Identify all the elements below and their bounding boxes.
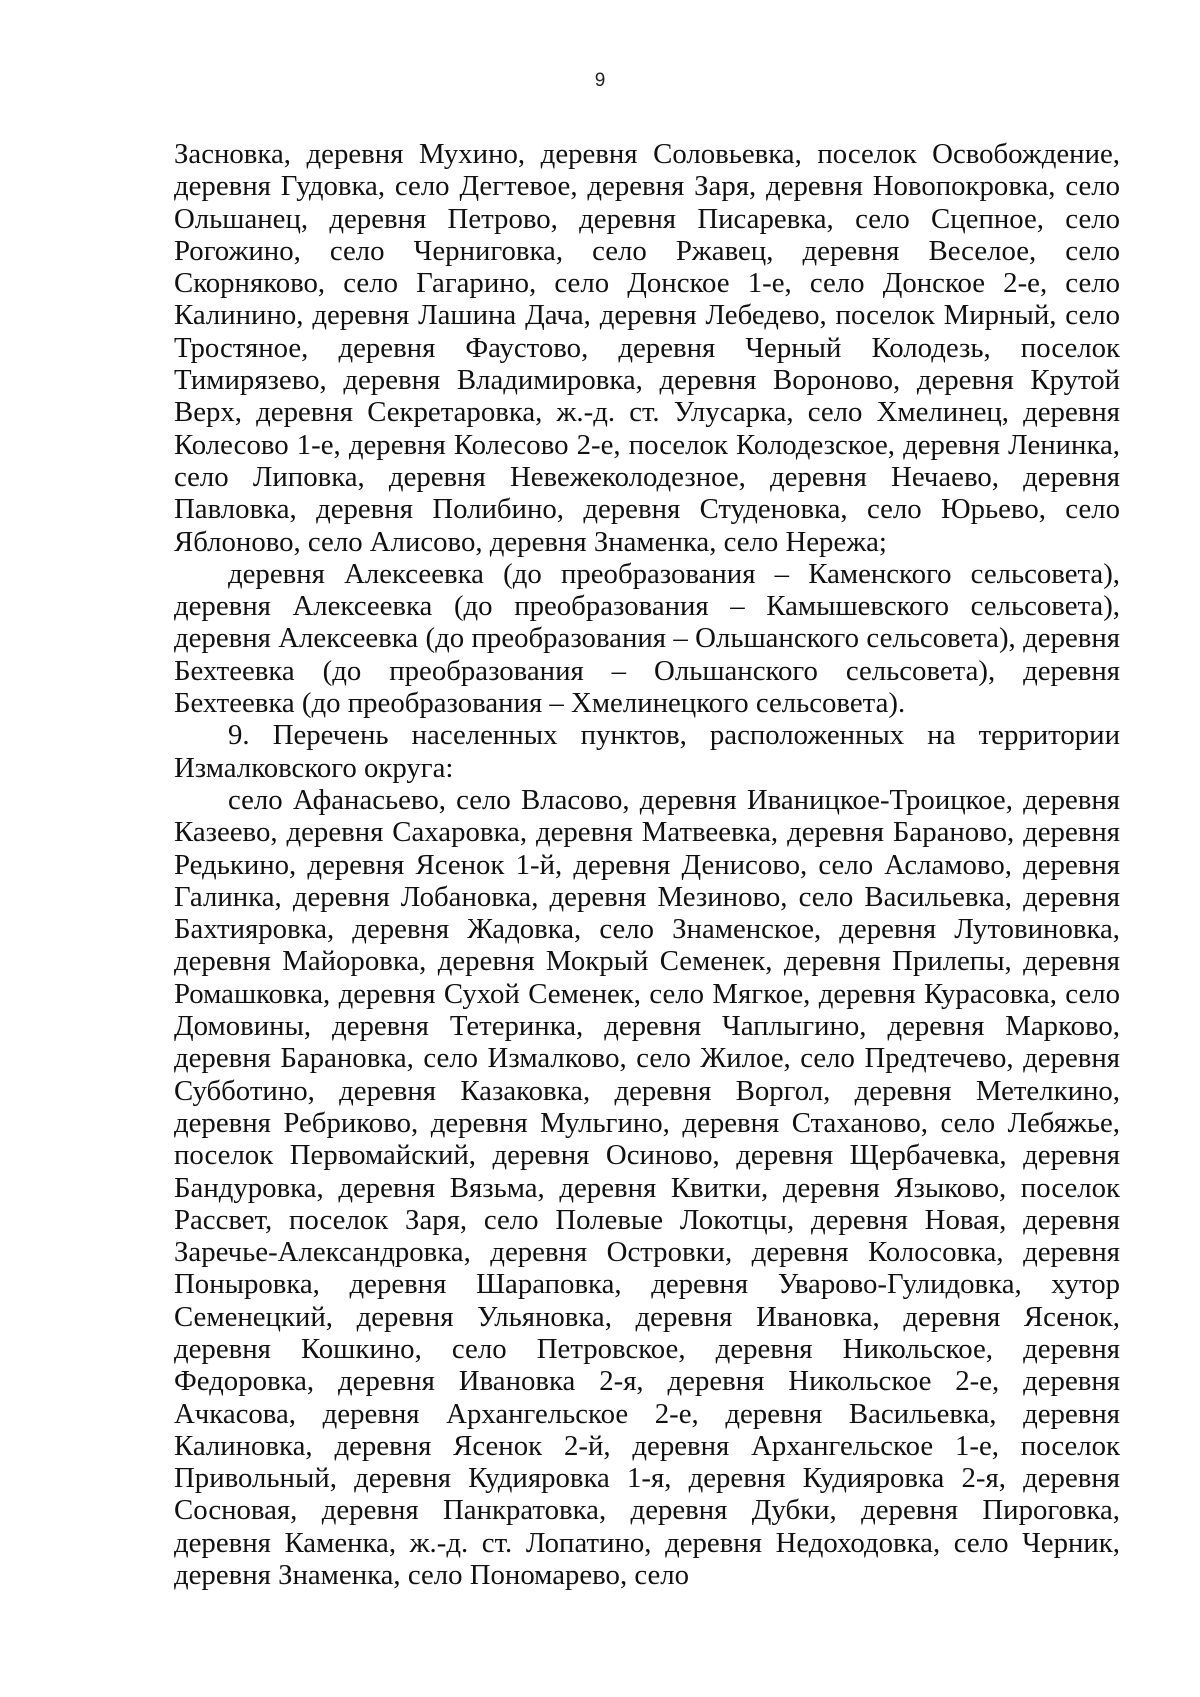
paragraph-continuation-list: Засновка, деревня Мухино, деревня Соловьевка, поселок Освобождение, деревня Гудовка, село Дегтевое, деревня Заря, деревня Новопокровка, село Ольшанец, деревня Петрово, деревня Писаревка, село Сцепное, село Рогожино, село Черниговка, село Ржавец, деревня Веселое, село Скорняково, село Гагарино, село Донское 1-е, село Донское 2-е, село Калинино, деревня Лашина Дача, деревня Лебедево, поселок Мирный, село Тростяное, деревня Фаустово, деревня Черный Колодезь, поселок Тимирязево, деревня Владимировка, деревня Вороново, деревня Крутой Верх, деревня Секретаровка, ж.-д. ст. Улусарка, село Хмелинец, деревня Колесово 1-е, деревня Колесово 2-е, поселок Колодезское, деревня Ленинка, село Липовка, деревня Невежеколодезное, деревня Нечаево, деревня Павловка, деревня Полибино, деревня Студеновка, село Юрьево, село Яблоново, село Алисово, деревня Знаменка, село Нережа; <box>174 138 1120 558</box>
document-body <box>174 138 1120 1591</box>
paragraph-section-heading: 9. Перечень населенных пунктов, расположенных на территории Измалковского округа: <box>174 719 1120 784</box>
paragraph-izmalkovo-list: село Афанасьево, село Власово, деревня Иваницкое-Троицкое, деревня Казеево, деревня Сахаровка, деревня Матвеевка, деревня Бараново, деревня Редькино, деревня Ясенок 1-й, деревня Денисово, село Асламово, деревня Галинка, деревня Лобановка, деревня Мезиново, село Васильевка, деревня Бахтияровка, деревня Жадовка, село Знаменское, деревня Лутовиновка, деревня Майоровка, деревня Мокрый Семенек, деревня Прилепы, деревня Ромашковка, деревня Сухой Семенек, село Мягкое, деревня Курасовка, село Домовины, деревня Тетеринка, деревня Чаплыгино, деревня Марково, деревня Барановка, село Измалково, село Жилое, село Предтечево, деревня Субботино, деревня Казаковка, деревня Воргол, деревня Метелкино, деревня Ребриково, деревня Мульгино, деревня Стаханово, село Лебяжье, поселок Первомайский, деревня Осиново, деревня Щербачевка, деревня Бандуровка, деревня Вязьма, деревня Квитки, деревня Языково, поселок Рассвет, поселок Заря, село Полевые Локотцы, деревня Новая, деревня Заречье-Александровка, деревня Островки, деревня Колосовка, деревня Поныровка, деревня Шараповка, деревня Уварово-Гулидовка, хутор Семенецкий, деревня Ульяновка, деревня Ивановка, деревня Ясенок, деревня Кошкино, село Петровское, деревня Никольское, деревня Федоровка, деревня Ивановка 2-я, деревня Никольское 2-е, деревня Ачкасова, деревня Архангельское 2-е, деревня Васильевка, деревня Калиновка, деревня Ясенок 2-й, деревня Архангельское 1-е, поселок Привольный, деревня Кудияровка 1-я, деревня Кудияровка 2-я, деревня Сосновая, деревня Панкратовка, деревня Дубки, деревня Пироговка, деревня Каменка, ж.-д. ст. Лопатино, деревня Недоходовка, село Черник, деревня Знаменка, село Пономарево, село <box>174 783 1120 1592</box>
page-number: 9 <box>594 70 606 91</box>
paragraph-alekseevka-list: деревня Алексеевка (до преобразования – Каменского сельсовета), деревня Алексеевка (до преобразования – Камышевского сельсовета), деревня Алексеевка (до преобразования – Ольшанского сельсовета), деревня Бехтеевка (до преобразования – Ольшанского сельсовета), деревня Бехтеевка (до преобразования – Хмелинецкого сельсовета). <box>174 557 1120 720</box>
